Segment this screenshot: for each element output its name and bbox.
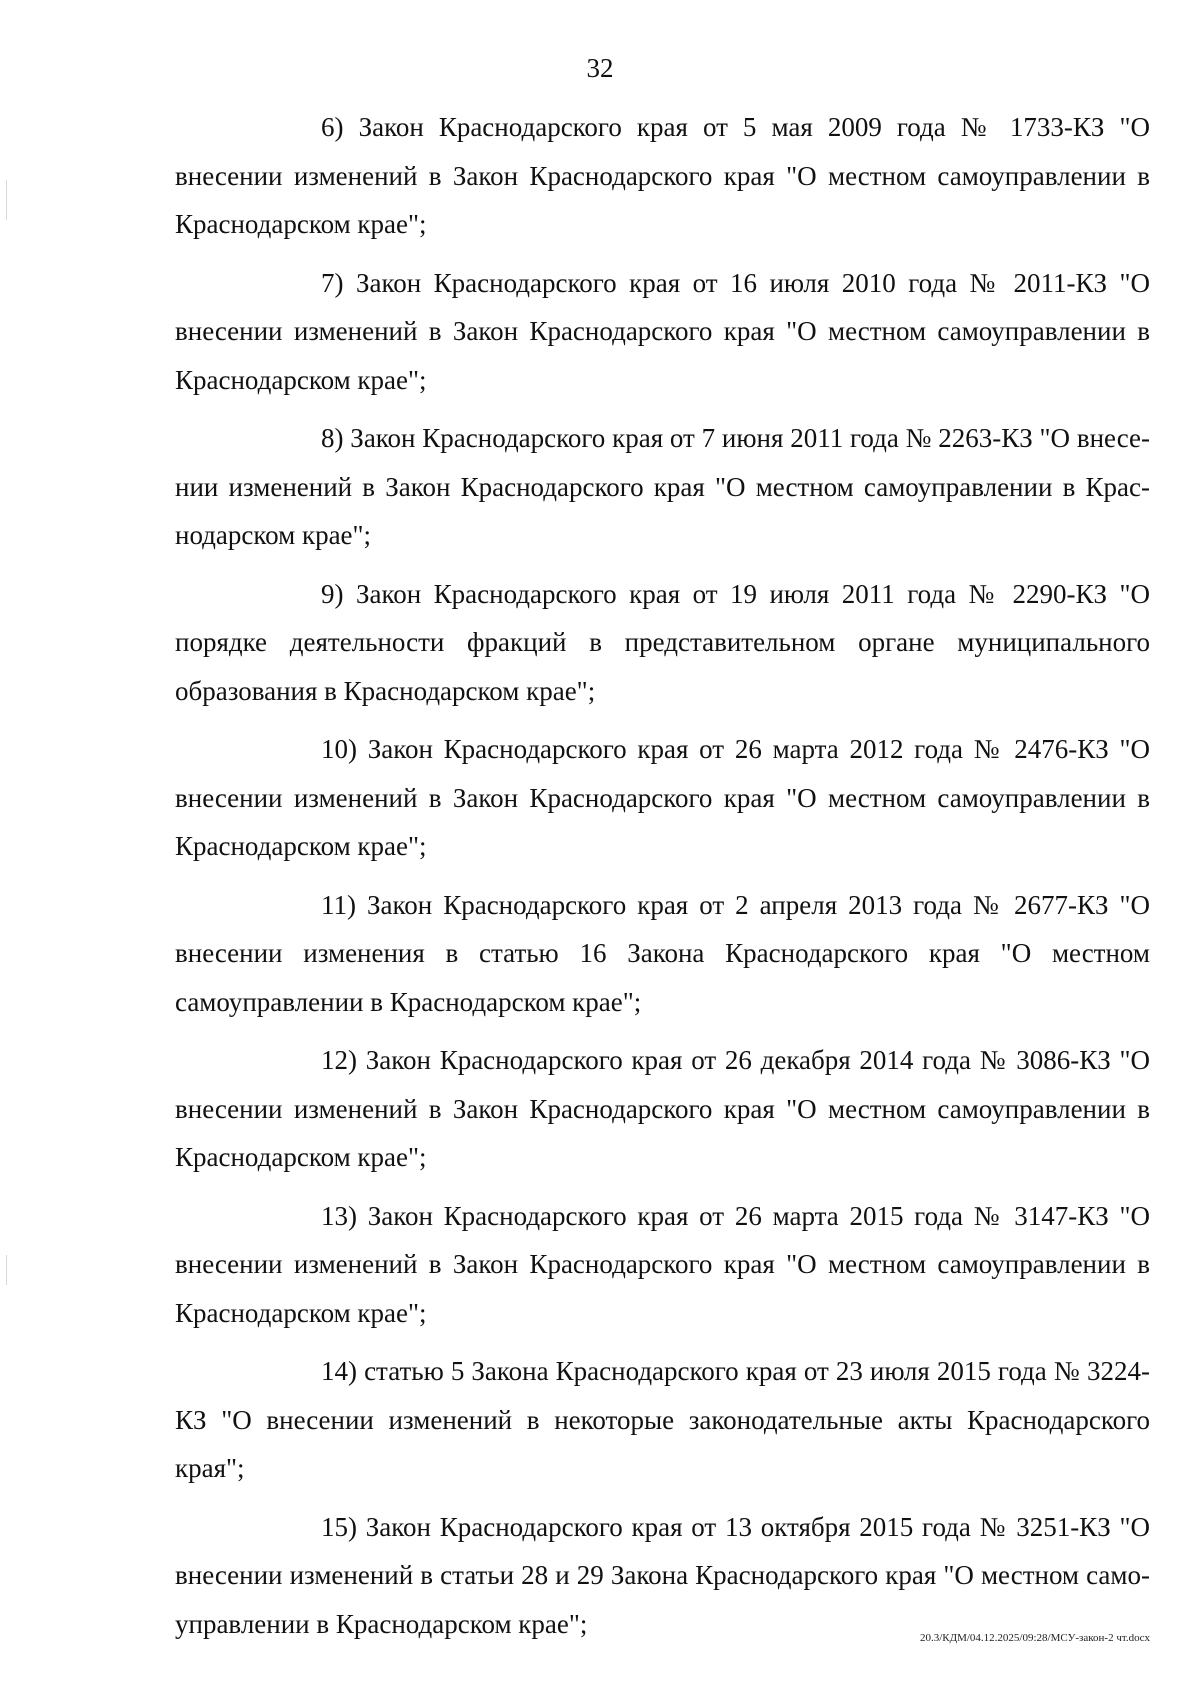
item-number: 10) [321,734,357,764]
item-text: Закон Краснодарского края от 13 октября 2015 года № 3251-КЗ "О внесении изменений в статьи 28 и 29 Закона Краснодарского края "О местном самоуправлении в Краснодарском крае"; [175,1511,1150,1639]
item-number: 15) [321,1511,357,1542]
footer-file-reference: 20.3/КДМ/04.12.2025/09:28/МСУ-закон-2 чт.docx [919,1632,1150,1644]
item-number: 9) [321,578,344,609]
item-text: Закон Краснодарского края от 16 июля 2010 года № 2011-КЗ "О внесении изменений в Закон Краснодарского края "О местном самоуправлении в Краснодарском крае"; [175,267,1150,395]
scan-edge-mark [6,1255,7,1285]
item-text: статью 5 Закона Краснодарского края от 23 июля 2015 года № 3224-КЗ "О внесении изменений в некоторые законодательные акты Краснодарского края"; [175,1356,1150,1483]
item-text: Закон Краснодарского края от 26 марта 2015 года № 3147-КЗ "О внесении изменений в Закон Краснодарского края "О местном самоуправлении в Краснодарском крае"; [175,1200,1150,1328]
item-text: Закон Краснодарского края от 5 мая 2009 года № 1733-КЗ "О внесении изменений в Закон Краснодарского края "О местном самоуправлении в Краснодарском крае"; [175,112,1150,239]
list-item [175,1503,1150,1649]
list-item [175,570,1150,716]
scan-edge-mark [6,180,7,220]
list-item [175,414,1150,560]
list-item [175,1347,1150,1493]
item-number: 12) [321,1045,357,1075]
item-text: Закон Краснодарского края от 26 марта 2012 года № 2476-КЗ "О внесении изменений в Закон Краснодарского края "О местном самоуправлении в Краснодарском крае"; [175,734,1150,861]
item-number: 11) [321,889,356,920]
item-text: Закон Краснодарского края от 7 июня 2011 года № 2263-КЗ "О внесении изменений в Закон Краснодарского края "О местном самоуправлении в Краснодарском крае"; [175,423,1150,550]
item-text: Закон Краснодарского края от 26 декабря 2014 года № 3086-КЗ "О внесении изменений в Закон Краснодарского края "О местном самоуправлении в Краснодарском крае"; [175,1045,1151,1172]
item-number: 6) [321,112,344,142]
list-item [175,1192,1150,1338]
item-number: 7) [321,267,344,298]
item-number: 14) [321,1356,357,1386]
item-number: 13) [321,1200,357,1231]
list-item [175,1036,1150,1182]
law-list [175,103,1150,1658]
item-text: Закон Краснодарского края от 2 апреля 2013 года № 2677-КЗ "О внесении изменения в статью 16 Закона Краснодарского края "О местном самоуправлении в Краснодарском крае"; [175,889,1150,1017]
page-number: 32 [586,53,614,83]
list-item [175,259,1150,405]
list-item [175,103,1150,249]
item-number: 8) [321,423,344,453]
list-item [175,881,1150,1027]
item-text: Закон Краснодарского края от 19 июля 2011 года № 2290-КЗ "О порядке деятельности фракций в представительном органе муниципального образования в Краснодарском крае"; [175,578,1150,706]
list-item [175,725,1150,871]
